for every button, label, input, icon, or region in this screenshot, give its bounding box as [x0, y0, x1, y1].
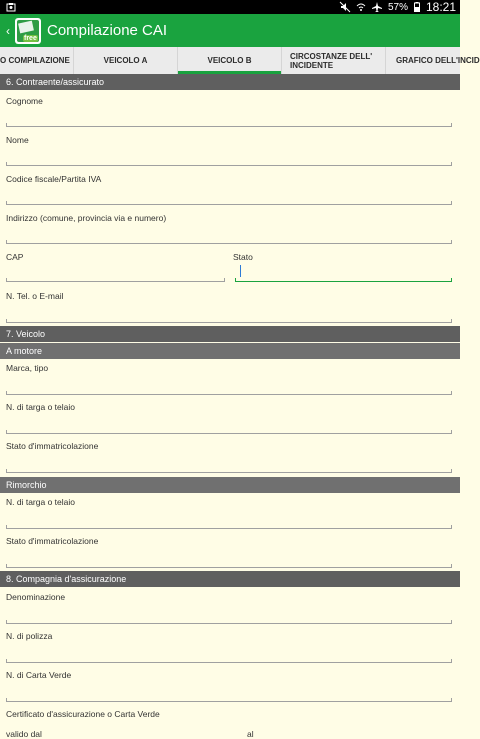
stato-immatricolazione-rimorchio-input[interactable]	[6, 567, 452, 568]
mute-icon	[340, 2, 350, 12]
stato-immatricolazione-rimorchio-label: Stato d'immatricolazione	[6, 536, 99, 546]
stato-input[interactable]	[235, 281, 452, 282]
cap-input[interactable]	[6, 281, 225, 282]
stato-label: Stato	[233, 252, 253, 262]
tab-circostanze[interactable]: CIRCOSTANZE DELL' INCIDENTE	[282, 47, 386, 74]
codice-fiscale-input[interactable]	[6, 204, 452, 205]
app-logo[interactable]	[15, 18, 41, 44]
targa-motore-input[interactable]	[6, 433, 452, 434]
targa-rimorchio-input[interactable]	[6, 528, 452, 529]
cognome-label: Cognome	[6, 96, 43, 106]
clock: 18:21	[425, 0, 456, 14]
battery-percent: 57%	[387, 1, 408, 13]
nome-label: Nome	[6, 135, 29, 145]
screenshot-icon	[6, 2, 16, 12]
carta-verde-label: N. di Carta Verde	[6, 670, 72, 680]
indirizzo-input[interactable]	[6, 243, 452, 244]
al-label: al	[247, 729, 254, 739]
telefono-input[interactable]	[6, 322, 452, 323]
polizza-label: N. di polizza	[6, 631, 53, 641]
tab-grafico[interactable]: GRAFICO DELL'INCID	[396, 56, 480, 65]
tab-bar	[0, 47, 480, 74]
marca-input[interactable]	[6, 394, 452, 395]
polizza-input[interactable]	[6, 662, 452, 663]
tab-veicolo-b[interactable]: VEICOLO B	[178, 47, 282, 74]
app-bar	[0, 14, 460, 47]
text-cursor	[240, 265, 241, 277]
stato-immatricolazione-motore-input[interactable]	[6, 472, 452, 473]
marca-label: Marca, tipo	[6, 363, 49, 373]
telefono-label: N. Tel. o E-mail	[6, 291, 64, 301]
tab-veicolo-a[interactable]: VEICOLO A	[74, 47, 178, 74]
airplane-mode-icon	[372, 2, 382, 12]
logo-free-label: free	[24, 34, 37, 42]
section-veicolo: 7. Veicolo	[0, 326, 460, 342]
targa-rimorchio-label: N. di targa o telaio	[6, 497, 75, 507]
certificato-label: Certificato d'assicurazione o Carta Verde	[6, 709, 160, 719]
wifi-icon	[356, 2, 366, 12]
page-title: Compilazione CAI	[47, 22, 168, 39]
targa-motore-label: N. di targa o telaio	[6, 402, 75, 412]
codice-fiscale-label: Codice fiscale/Partita IVA	[6, 174, 102, 184]
carta-verde-input[interactable]	[6, 701, 452, 702]
valido-dal-label: valido dal	[6, 729, 42, 739]
section-contraente: 6. Contraente/assicurato	[0, 74, 460, 90]
denominazione-label: Denominazione	[6, 592, 66, 602]
cognome-input[interactable]	[6, 126, 452, 127]
nome-input[interactable]	[6, 165, 452, 166]
denominazione-input[interactable]	[6, 623, 452, 624]
tab-compilazione[interactable]: O COMPILAZIONE	[0, 47, 74, 74]
cap-label: CAP	[6, 252, 24, 262]
section-compagnia: 8. Compagnia d'assicurazione	[0, 571, 460, 587]
stato-immatricolazione-motore-label: Stato d'immatricolazione	[6, 441, 99, 451]
subsection-a-motore: A motore	[0, 343, 460, 359]
subsection-rimorchio: Rimorchio	[0, 477, 460, 493]
indirizzo-label: Indirizzo (comune, provincia via e numero)	[6, 213, 167, 223]
battery-icon	[414, 2, 420, 12]
status-bar	[0, 0, 460, 14]
back-chevron-icon[interactable]: ‹	[6, 23, 10, 38]
